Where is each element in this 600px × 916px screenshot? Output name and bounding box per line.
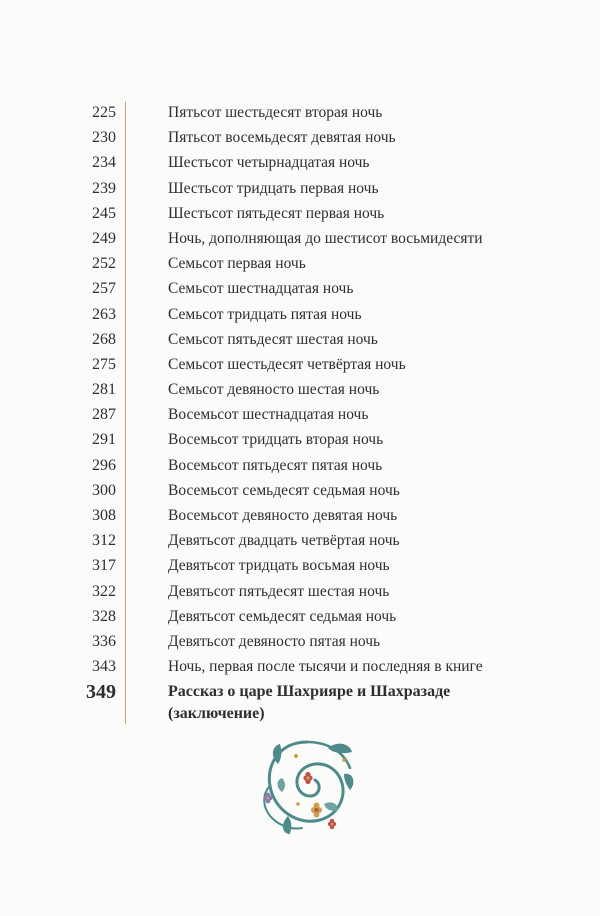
toc-page-number: 275 bbox=[92, 355, 116, 373]
toc-title: Пятьсот восемьдесят девятая ночь bbox=[168, 129, 396, 147]
toc-entry bbox=[60, 629, 580, 654]
toc-entry bbox=[60, 125, 580, 150]
toc-page-number: 300 bbox=[92, 481, 116, 499]
floral-vignette-icon bbox=[258, 734, 356, 838]
toc-page-number: 249 bbox=[92, 229, 116, 247]
toc-entry bbox=[60, 604, 580, 629]
toc-entry bbox=[60, 176, 580, 201]
toc-title: Семьсот шестьдесят четвёртая ночь bbox=[168, 355, 406, 373]
toc-page-number: 308 bbox=[92, 507, 116, 524]
toc-entry bbox=[60, 251, 580, 276]
toc-entry bbox=[60, 377, 580, 402]
toc-entry bbox=[60, 503, 580, 528]
toc-title: Девятьсот тридцать восьмая ночь bbox=[168, 557, 390, 575]
toc-entry bbox=[60, 302, 580, 327]
table-of-contents bbox=[60, 100, 580, 729]
toc-entry bbox=[60, 402, 580, 427]
toc-page-number: 287 bbox=[92, 406, 116, 424]
toc-page-number: 343 bbox=[92, 658, 116, 676]
toc-page-number: 349 bbox=[86, 681, 116, 704]
toc-entry bbox=[60, 201, 580, 226]
toc-entry bbox=[60, 352, 580, 377]
toc-title: Шестьсот тридцать первая ночь bbox=[168, 179, 379, 197]
toc-page-number: 263 bbox=[92, 305, 116, 323]
toc-title: Девятьсот пятьдесят шестая ночь bbox=[168, 582, 390, 600]
toc-title: Восемьсот шестнадцатая ночь bbox=[168, 406, 369, 424]
toc-title: Пятьсот шестьдесят вторая ночь bbox=[168, 104, 383, 121]
toc-page-number: 317 bbox=[92, 557, 116, 575]
toc-title: Восемьсот пятьдесят пятая ночь bbox=[168, 456, 383, 474]
toc-page-number: 268 bbox=[92, 330, 116, 348]
toc-title: Восемьсот девяносто девятая ночь bbox=[168, 507, 398, 524]
toc-entry-final bbox=[60, 679, 580, 729]
toc-title: Ночь, дополняющая до шестисот восьмидесяти bbox=[168, 229, 483, 247]
toc-page-number: 245 bbox=[92, 204, 116, 222]
toc-page-number: 230 bbox=[92, 129, 116, 147]
toc-entry bbox=[60, 276, 580, 301]
toc-page-number: 225 bbox=[92, 104, 116, 121]
toc-page-number: 239 bbox=[92, 179, 116, 197]
toc-title: Семьсот пятьдесят шестая ночь bbox=[168, 330, 378, 348]
toc-entry bbox=[60, 579, 580, 604]
toc-page-number: 281 bbox=[92, 381, 116, 399]
toc-title: Восемьсот тридцать вторая ночь bbox=[168, 431, 384, 449]
toc-entry bbox=[60, 226, 580, 251]
toc-title: Рассказ о царе Шахрияре и Шахразаде (заключение) bbox=[168, 683, 451, 723]
toc-title: Восемьсот семьдесят седьмая ночь bbox=[168, 481, 400, 499]
toc-entry bbox=[60, 427, 580, 452]
toc-entry bbox=[60, 553, 580, 578]
toc-title: Семьсот первая ночь bbox=[168, 255, 306, 273]
toc-title: Семьсот девяносто шестая ночь bbox=[168, 381, 380, 399]
toc-entry bbox=[60, 150, 580, 175]
toc-title: Семьсот тридцать пятая ночь bbox=[168, 305, 362, 323]
toc-title: Девятьсот двадцать четвёртая ночь bbox=[168, 532, 400, 550]
toc-entry bbox=[60, 478, 580, 503]
toc-title: Шестьсот пятьдесят первая ночь bbox=[168, 204, 385, 222]
toc-title: Ночь, первая после тысячи и последняя в книге bbox=[168, 658, 483, 676]
toc-title: Семьсот шестнадцатая ночь bbox=[168, 280, 354, 298]
toc-entry bbox=[60, 453, 580, 478]
toc-entry bbox=[60, 528, 580, 553]
toc-page-number: 336 bbox=[92, 632, 116, 650]
toc-page-number: 312 bbox=[92, 532, 116, 550]
toc-entry bbox=[60, 327, 580, 352]
toc-title: Девятьсот девяносто пятая ночь bbox=[168, 632, 381, 650]
toc-page-number: 257 bbox=[92, 280, 116, 298]
toc-entry bbox=[60, 100, 580, 125]
toc-page-number: 252 bbox=[92, 255, 116, 273]
toc-page-number: 234 bbox=[92, 154, 116, 172]
toc-page-number: 296 bbox=[92, 456, 116, 474]
toc-title: Шестьсот четырнадцатая ночь bbox=[168, 154, 370, 172]
toc-page-number: 328 bbox=[92, 607, 116, 625]
toc-page-number: 291 bbox=[92, 431, 116, 449]
toc-title: Девятьсот семьдесят седьмая ночь bbox=[168, 607, 397, 625]
toc-page-number: 322 bbox=[92, 582, 116, 600]
toc-entry bbox=[60, 654, 580, 679]
